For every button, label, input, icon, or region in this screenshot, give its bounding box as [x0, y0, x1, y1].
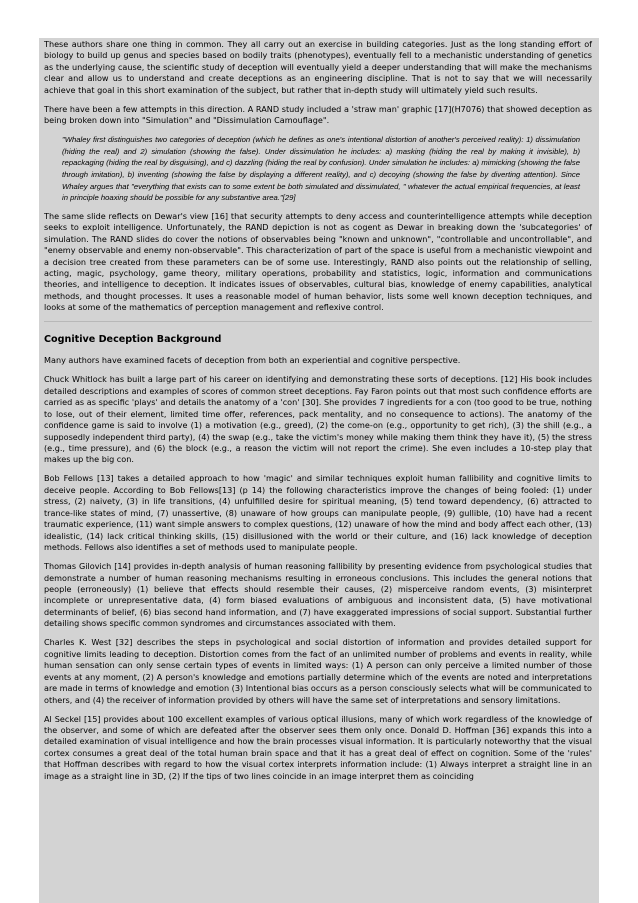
- section-heading: Cognitive Deception Background: [44, 334, 222, 346]
- article-body: [39, 38, 599, 782]
- paragraph-intro: Many authors have examined facets of deception from both an experiential and cognitive perspective.: [44, 355, 461, 366]
- document-page: [39, 38, 599, 903]
- section-divider: [44, 321, 592, 322]
- paragraph-gilovich: Thomas Gilovich [14] provides in-depth analysis of human reasoning fallibility by presenting evidence from psychological studies that demonstrate a number of human reasoning mechanisms resulting in erroneous conclusions. This includes the general notions that people (erroneously) (1) believe that effects should resemble their causes, (2) misperceive random events, (3) misinterpret incomplete or unrepresentative data, (4) form biased evaluations of ambiguous and inconsistent data, (5) have motivational determinants of belief, (6) bias second hand information, and (7) have exaggerated impressions of social support. Substantial further detailing shows specific common syndromes and circumstances associated with them.: [44, 561, 592, 629]
- paragraph-west: Charles K. West [32] describes the steps in psychological and social distortion of information and provides detailed support for cognitive limits leading to deception. Distortion comes from the fact of an unlimited number of problems and events in reality, while human sensation can only sense certain types of events in limited ways: (1) A person can only perceive a limited number of those events at any moment, (2) A person's knowledge and emotions partially determine which of the events are noted and interpretations are made in terms of knowledge and emotion (3) Intentional bias occurs as a person consciously selects what will be communicated to others, and (4) the receiver of information provided by others will have the same set of interpretations and sensory limitations.: [44, 637, 592, 705]
- whaley-quote: "Whaley first distinguishes two categories of deception (which he defines as one's intentional distortion of another's perceived reality): 1) dissimulation (hiding the real) and 2) simulation (showing the false). Under dissimulation he includes: a) masking (hiding the real by making it invisible), b) repackaging (hiding the real by disguising), and c) dazzling (hiding the real by confusion). Under simulation he includes: a) mimicking (showing the false through imitation), b) inventing (showing the false by displaying a different reality), and c) decoying (showing the false by diverting attention). Since Whaley argues that "everything that exists can to some extent be both simulated and dissimulated, " whatever the actual empirical frequencies, at least in principle hoaxing should be possible for any substantive area."[29]: [62, 135, 580, 203]
- paragraph-rand-study: There have been a few attempts in this direction. A RAND study included a 'straw man' graphic [17](H7076) that showed deception as being broken down into "Simulation" and "Dissimulation Camouflage".: [44, 103, 592, 126]
- paragraph-seckel: Al Seckel [15] provides about 100 excellent examples of various optical illusions, many of which work regardless of the knowledge of the observer, and some of which are defeated after the observer sees them only once. Donald D. Hoffman [36] expands this into a detailed examination of visual intelligence and how the brain processes visual information. It is particularly noteworthy that the visual cortex consumes a great deal of the total human brain space and that it has a great deal of effect on cognition. Some of the 'rules' that Hoffman describes with regard to how the visual cortex interprets information include: (1) Always interpret a straight line in an image as a straight line in 3D, (2) If the tips of two lines coincide in an image interpret them as coinciding: [44, 713, 592, 781]
- paragraph-whitlock: Chuck Whitlock has built a large part of his career on identifying and demonstrating these sorts of deceptions. [12] His book includes detailed descriptions and examples of scores of common street deceptions. Fay Faron points out that most such confidence efforts are carried as as specific 'plays' and details the anatomy of a 'con' [30]. She provides 7 ingredients for a con (too good to be true, nothing to lose, out of their element, limited time offer, references, pack mentality, and no consequence to actions). The anatomy of the confidence game is said to involve (1) a motivation (e.g., greed), (2) the come-on (e.g., opportunity to get rich), (3) the shill (e.g., a supposedly independent third party), (4) the swap (e.g., take the victim's money while making them think they have it), (5) the stress (e.g., time pressure), and (6) the block (e.g., a reason the victim will not report the crime). She even includes a 10-step play that makes up the big con.: [44, 374, 592, 465]
- paragraph-fellows: Bob Fellows [13] takes a detailed approach to how 'magic' and similar techniques exploit human fallibility and cognitive limits to deceive people. According to Bob Fellows[13] (p 14) the following characteristics improve the changes of being fooled: (1) under stress, (2) naivety, (3) in life transitions, (4) unfulfilled desire for spiritual meaning, (5) tend toward dependency, (6) attracted to trance-like states of mind, (7) unassertive, (8) unaware of how groups can manipulate people, (9) gullible, (10) have had a recent traumatic experience, (11) want simple answers to complex questions, (12) unaware of how the mind and body affect each other, (13) idealistic, (14) lack critical thinking skills, (15) disillusioned with the world or their culture, and (16) lack knowledge of deception methods. Fellows also identifies a set of methods used to manipulate people.: [44, 473, 592, 553]
- paragraph-dewar: The same slide reflects on Dewar's view [16] that security attempts to deny access and counterintelligence attempts while deception seeks to exploit intelligence. Unfortunately, the RAND depiction is not as cogent as Dewar in breaking down the 'subcategories' of simulation. The RAND slides do cover the notions of observables being "known and unknown", "controllable and uncontrollable", and "enemy observable and enemy non-observable". This characterization of part of the space is useful from a mechanistic viewpoint and a decision tree created from these parameters can be of some use. Interestingly, RAND also points out the relationship of selling, acting, magic, psychology, game theory, military operations, probability and statistics, logic, information and communications theories, and intelligence to deception. It indicates issues of observables, cultural bias, knowledge of enemy capabilities, analytical methods, and thought processes. It uses a reasonable model of human behavior, lists some well known deception techniques, and looks at some of the mathematics of perception management and reflexive control.: [44, 210, 592, 313]
- paragraph-categories: These authors share one thing in common. They all carry out an exercise in building categories. Just as the long standing effort of biology to build up genus and species based on bodily traits (phenotypes), eventually fell to a mechanistic understanding of genetics as the underlying cause, the scientific study of deception will eventually yield a deeper understanding that will make the mechanisms clear and allow us to understand and create deceptions as an engineering discipline. That is not to say that we will necessarily achieve that goal in this short examination of the subject, but rather that in-depth study will ultimately yield such results.: [44, 39, 592, 95]
